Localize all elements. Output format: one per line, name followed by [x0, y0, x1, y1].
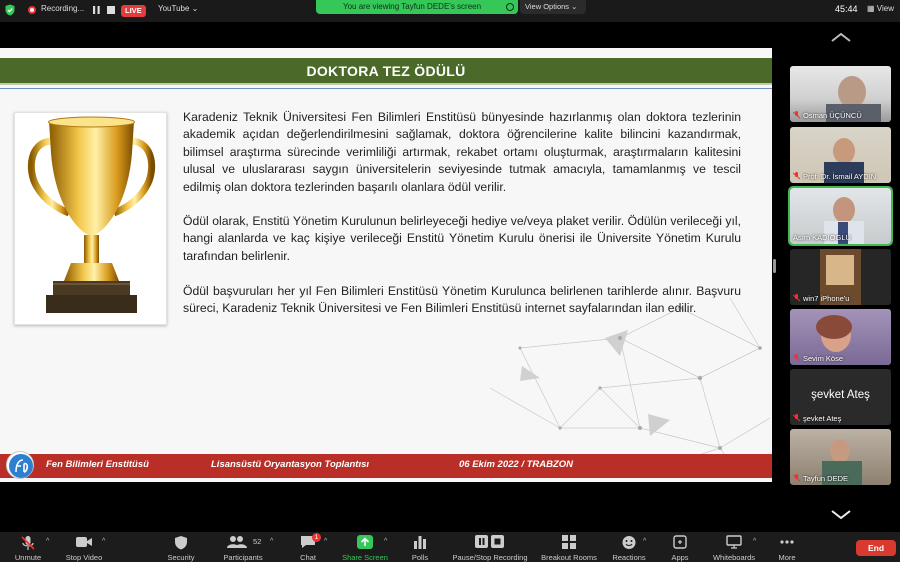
- participant-tile-active-speaker[interactable]: [790, 188, 891, 244]
- stream-target-label: YouTube: [158, 4, 190, 13]
- chevron-up-icon[interactable]: ^: [384, 538, 388, 545]
- chevron-up-icon[interactable]: ^: [46, 538, 50, 545]
- participant-display-name: şevket Ateş: [811, 389, 870, 401]
- institute-logo: [6, 451, 34, 479]
- polls-label: Polls: [411, 553, 429, 562]
- participant-name: Asım KADIOGLU: [793, 233, 851, 242]
- shield-icon: [174, 535, 188, 550]
- slide-title: DOKTORA TEZ ÖDÜLÜ: [306, 63, 466, 79]
- view-label: View: [876, 4, 894, 13]
- whiteboards-button[interactable]: [708, 532, 760, 562]
- share-screen-button[interactable]: [338, 532, 392, 562]
- chevron-up-icon[interactable]: ^: [270, 538, 274, 545]
- chevron-up-icon[interactable]: ^: [753, 538, 757, 545]
- apps-label: Apps: [671, 553, 689, 562]
- chat-label: Chat: [300, 553, 316, 562]
- grid-icon: [562, 535, 576, 549]
- participant-name: Sevim Köse: [803, 354, 844, 363]
- top-status-bar: [0, 0, 900, 22]
- reactions-button[interactable]: [610, 532, 648, 562]
- unmute-button[interactable]: [8, 532, 48, 562]
- chevron-up-icon[interactable]: ^: [643, 538, 647, 545]
- share-screen-label: Share Screen: [342, 553, 388, 562]
- participant-tile-no-video[interactable]: [790, 369, 891, 425]
- pause-stop-icon: [475, 535, 505, 549]
- pause-stop-recording-button[interactable]: [448, 532, 532, 562]
- footer-event: Lisansüstü Oryantasyon Toplantısı: [211, 459, 370, 470]
- mic-muted-icon: [20, 535, 36, 551]
- institute-logo-icon: [7, 452, 35, 480]
- chevron-down-icon: ⌄: [191, 4, 199, 13]
- people-icon: [226, 535, 248, 549]
- apps-button[interactable]: [665, 532, 695, 562]
- meeting-clock: 45:44: [835, 4, 858, 14]
- chevron-down-icon: ⌄: [571, 2, 578, 11]
- paragraph-1: Karadeniz Teknik Üniversitesi Fen Bilimleri Enstitüsü bünyesinde hazırlanmış olan doktora tezlerinin akademik açıdan değerlendirilmesini sağlamak, doktora öğrencilerine kalite bilincini kazandırmak, bilimsel araştırma sürecinde verimliliği artırmak, rekabet ortamı oluşturmak, araştırmaların kalitesini ulusal ve uluslararası saygın üniversitelerin seviyesinde tutmak amacıyla, tamamlanmış ve tescil edilmiş olan doktora tezlerinden başarılı olanlara ödül verilir.: [183, 110, 741, 194]
- unmute-label: Unmute: [14, 553, 42, 562]
- participant-tile[interactable]: [790, 249, 891, 305]
- live-badge[interactable]: LIVE: [121, 5, 146, 17]
- video-camera-icon: [75, 535, 93, 549]
- end-meeting-button[interactable]: End: [856, 540, 896, 556]
- shared-screen-slide: [0, 48, 772, 482]
- security-button[interactable]: [162, 532, 200, 562]
- participants-button[interactable]: [220, 532, 266, 562]
- whiteboards-label: Whiteboards: [712, 553, 756, 562]
- view-options-label: View Options: [525, 2, 570, 11]
- reactions-label: Reactions: [612, 553, 646, 562]
- participant-tile[interactable]: [790, 309, 891, 365]
- participant-name: Prof. Dr. İsmail AYDIN: [803, 172, 877, 181]
- slide-title-bar: [0, 58, 772, 85]
- share-screen-icon: [357, 535, 373, 549]
- recording-icon: [28, 6, 36, 14]
- viewing-banner-text: You are viewing Tayfun DEDE's screen: [343, 2, 482, 11]
- more-dots-icon: [779, 535, 795, 549]
- footer-institute: Fen Bilimleri Enstitüsü: [46, 459, 149, 470]
- chevron-up-icon[interactable]: [829, 30, 853, 44]
- shield-check-icon[interactable]: [5, 4, 15, 16]
- participant-name: Osman ÜÇÜNCÜ: [803, 111, 862, 120]
- chevron-up-icon[interactable]: ^: [102, 538, 106, 545]
- paragraph-2: Ödül olarak, Enstitü Yönetim Kurulunun belirleyeceği hediye ve/veya plaket verilir. Ödülün verileceği yıl, hangi alanlarda ve kaç kişiye verileceği Enstitü Yönetim Kurulu önerisi ile Üniversite Yönetim Kurulu tarafından belirlenir.: [183, 214, 741, 263]
- stop-icon[interactable]: [107, 6, 115, 14]
- breakout-rooms-label: Breakout Rooms: [541, 553, 597, 562]
- participant-tile[interactable]: [790, 127, 891, 183]
- security-label: Security: [167, 553, 195, 562]
- stop-video-button[interactable]: [62, 532, 106, 562]
- grid-icon: ▦: [867, 4, 875, 13]
- chat-button[interactable]: [294, 532, 322, 562]
- bar-chart-icon: [413, 535, 427, 549]
- participants-count: 52: [253, 537, 262, 546]
- chevron-up-icon[interactable]: ^: [324, 538, 328, 545]
- participant-name: Tayfun DEDE: [803, 474, 849, 483]
- title-divider: [0, 88, 772, 89]
- recording-label: Recording...: [41, 4, 85, 13]
- chevron-down-icon[interactable]: [829, 507, 853, 521]
- trophy-image: [14, 112, 167, 325]
- pause-recording-label: Pause/Stop Recording: [452, 553, 528, 562]
- participant-name: win7 iPhone'u: [803, 294, 850, 303]
- more-button[interactable]: [772, 532, 802, 562]
- view-options-button[interactable]: [520, 0, 586, 14]
- participant-name: şevket Ateş: [803, 414, 842, 423]
- apps-icon: [673, 535, 687, 549]
- chat-unread-badge: 1: [312, 533, 321, 542]
- stop-video-label: Stop Video: [65, 553, 103, 562]
- polls-button[interactable]: [405, 532, 435, 562]
- breakout-rooms-button[interactable]: [538, 532, 600, 562]
- meeting-toolbar: [0, 532, 900, 562]
- view-button[interactable]: [867, 4, 894, 13]
- stream-target-dropdown[interactable]: [158, 4, 198, 13]
- more-label: More: [778, 553, 796, 562]
- participants-label: Participants: [223, 553, 263, 562]
- info-circle-icon[interactable]: [506, 3, 514, 11]
- trophy-icon: [15, 113, 168, 326]
- panel-resize-handle[interactable]: [773, 259, 776, 273]
- footer-date-place: 06 Ekim 2022 / TRABZON: [459, 459, 574, 470]
- participant-tile[interactable]: [790, 429, 891, 485]
- viewing-screen-banner: [316, 0, 518, 14]
- whiteboard-icon: [726, 535, 742, 549]
- pause-icon[interactable]: [93, 6, 100, 14]
- paragraph-3: Ödül başvuruları her yıl Fen Bilimleri Enstitüsü Yönetim Kurulunca belirlenen tarihlerde alınır. Başvuru süreci, Karadeniz Teknik Üniversitesi ve Fen Bilimleri Enstitüsü internet sayfalarından ilan edilir.: [183, 284, 741, 316]
- smiley-icon: [622, 535, 637, 550]
- participant-tile[interactable]: [790, 66, 891, 122]
